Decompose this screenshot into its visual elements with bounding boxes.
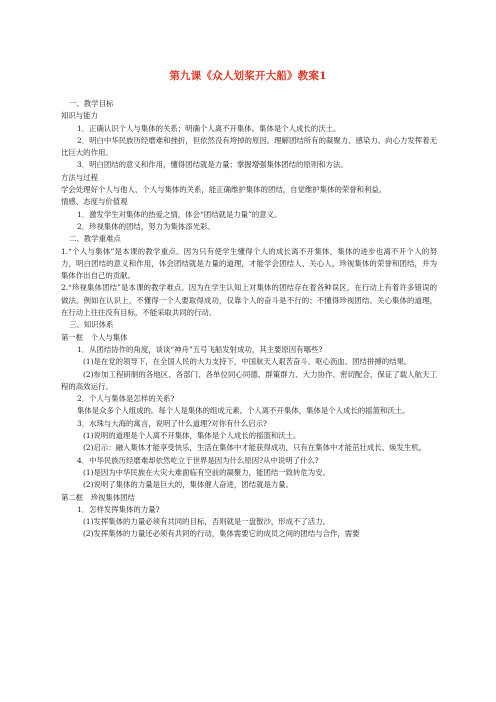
paragraph: 学会处理好个人与他人、个人与集体的关系，能正确维护集体的团结，自觉维护集体的荣誉和利益。	[61, 185, 387, 195]
paragraph: (1)是因为中华民族在大灾大难面临有空前的凝聚力，能团结一致转危为安。	[83, 467, 330, 477]
document-title: 第九课《众人划桨开大船》教案1	[169, 70, 327, 82]
paragraph: (2)参加工程研制的各地区、各部门、各单位同心同德、群策群力、大力协作、密切配合，保证了载人航天工程的高效运行。	[61, 369, 437, 391]
paragraph: 2．个人与集体是怎样的关系?	[77, 394, 175, 404]
paragraph: 1．怎样发挥集体的力量?	[77, 504, 160, 514]
section-heading: 三、知识体系	[69, 320, 114, 330]
paragraph: 3．水珠与大海的寓言，说明了什么道理?对你有什么启示?	[77, 418, 268, 428]
paragraph: 1．激发学生对集体的热爱之情，体会“团结就是力量”的意义。	[77, 209, 282, 219]
paragraph: (2)说明了集体的力量是巨大的，集体催人奋进，团结就是力量。	[83, 480, 294, 490]
paragraph: 4．中华民族历经磨难却依然屹立于世界是因为什么原因?从中说明了什么?	[77, 455, 319, 465]
section-heading: 二、教学重难点	[69, 234, 121, 244]
paragraph: 第二框 珍视集体团结	[61, 492, 135, 502]
paragraph: 情感、态度与价值观	[61, 197, 128, 207]
paragraph: 方法与过程	[61, 172, 98, 182]
paragraph: 1．正确认识个人与集体的关系；明确个人离不开集体。集体是个人成长的沃土。	[77, 123, 341, 133]
paragraph: 集体是众多个人组成的。每个人是集体的组成元素。个人离不开集体，集体是个人成长的摇篮和沃土。	[77, 406, 410, 416]
paragraph: (1)说明的道理是个人离不开集体，集体是个人成长的摇篮和沃土。	[83, 431, 301, 441]
paragraph: (2)启示：融入集体才能享受快乐，生活在集体中才能获得成功，只有在集体中才能茁壮成长、焕发生机。	[83, 443, 427, 453]
paragraph: 3．明白团结的意义和作用，懂得团结就是力量；掌握增强集体团结的原则和方法。	[77, 160, 348, 170]
paragraph: 知识与能力	[61, 111, 98, 121]
paragraph: 2.“珍视集体团结”是本课的教学难点。因为在学生认知上对集体的团结存在着各种误区，在行动上有着许多错误的做法。例如在认识上，不懂得一个人要取得成功，仅靠个人的奋斗是不行的；不懂得珍视团结、关心集体的道理，在行动上往往没有目标，不能采取共同的行动。	[61, 283, 437, 318]
paragraph: (1)是在党的领导下，在全国人民的大力支持下，中国航天人艰苦奋斗、呕心沥血、团结拼搏的结果。	[83, 357, 412, 367]
section-heading: 一、教学目标	[69, 99, 114, 108]
document-body	[61, 98, 437, 541]
paragraph: (2)发挥集体的力量还必须有共同的行动，集体需要它的成员之间的团结与合作，需要	[83, 529, 360, 539]
paragraph: 第一框 个人与集体	[61, 332, 128, 342]
paragraph: 2．明白中华民族历经磨难和挫折，但依然没有垮掉的原因。理解团结所有的凝聚力、感染力、向心力发挥着无比巨大的作用。	[61, 135, 437, 158]
paragraph: 1.“个人与集体”是本课的教学重点。因为只有使学生懂得个人的成长离不开集体，集体的进步也离不开个人的努力，明白团结的意义和作用，体会团结就是力量的道理，才能学会团结人、关心人，珍视集体的荣誉和团结，并为集体作出自己的贡献。	[61, 246, 437, 281]
paragraph: (1)发挥集体的力量必须有共同的目标，否则就是一盘散沙，形成不了活力。	[83, 517, 330, 527]
paragraph: 1．从团结协作的角度，谈谈“神舟”五号飞船发射成功，其主要原因有哪些?	[77, 344, 323, 354]
paragraph: 2．珍视集体的团结，努力为集体添光彩。	[77, 221, 215, 231]
